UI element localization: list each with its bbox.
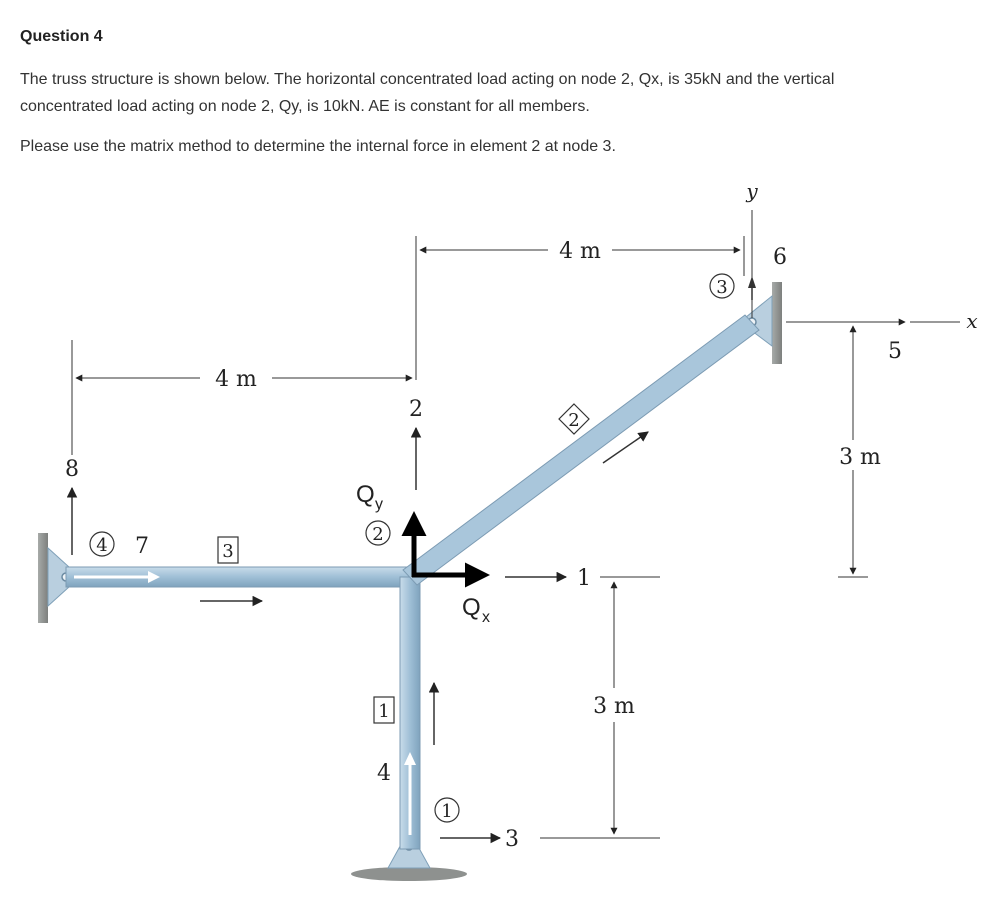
element-1-label: 1 [378, 701, 390, 722]
dim-right-label: 3 m [839, 445, 881, 470]
instruction-text: Please use the matrix method to determine the internal force in element 2 at node 3. [20, 138, 616, 155]
element-2-label: 2 [568, 410, 580, 431]
dof-3-label: 3 [505, 827, 519, 852]
node-4-label: 4 [96, 535, 108, 556]
load-qy-label-sub: y [375, 496, 383, 513]
dim-top-label: 4 m [559, 239, 601, 264]
member-force-arrows [74, 571, 416, 835]
element-3-label: 3 [222, 541, 234, 562]
load-qx-label-sub: x [482, 609, 490, 626]
dimension-left [72, 340, 412, 455]
dim-left-label: 4 m [215, 367, 257, 392]
load-qy-label-main: Q [356, 481, 375, 508]
member-2-diagonal [403, 315, 759, 585]
node-2-label: 2 [372, 524, 384, 545]
statement-line-2: concentrated load acting on node 2, Qy, is 10kN. AE is constant for all members. [20, 98, 590, 115]
dimension-bottom-vertical [540, 577, 660, 838]
dim-bottom-label: 3 m [593, 694, 635, 719]
load-qx-label-main: Q [462, 594, 481, 621]
dof-4-label: 4 [377, 761, 391, 786]
dof-2-label: 2 [409, 397, 423, 422]
axis-x-label: x [966, 309, 978, 333]
dof-8-label: 8 [65, 457, 79, 482]
node-3-label: 3 [716, 277, 728, 298]
dof-7-label: 7 [135, 534, 149, 559]
node-1-label: 1 [441, 801, 453, 822]
axis-y-label: y [746, 179, 758, 203]
dof-5-label: 5 [888, 339, 902, 364]
statement-line-1: The truss structure is shown below. The horizontal concentrated load acting on node 2, Qx, is 35kN and the vertical [20, 71, 835, 88]
dimension-right-vertical [786, 322, 960, 577]
load-qx [412, 575, 490, 626]
question-title: Question 4 [20, 28, 103, 45]
dof-6-label: 6 [773, 245, 787, 270]
dof-1-label: 1 [577, 566, 591, 591]
